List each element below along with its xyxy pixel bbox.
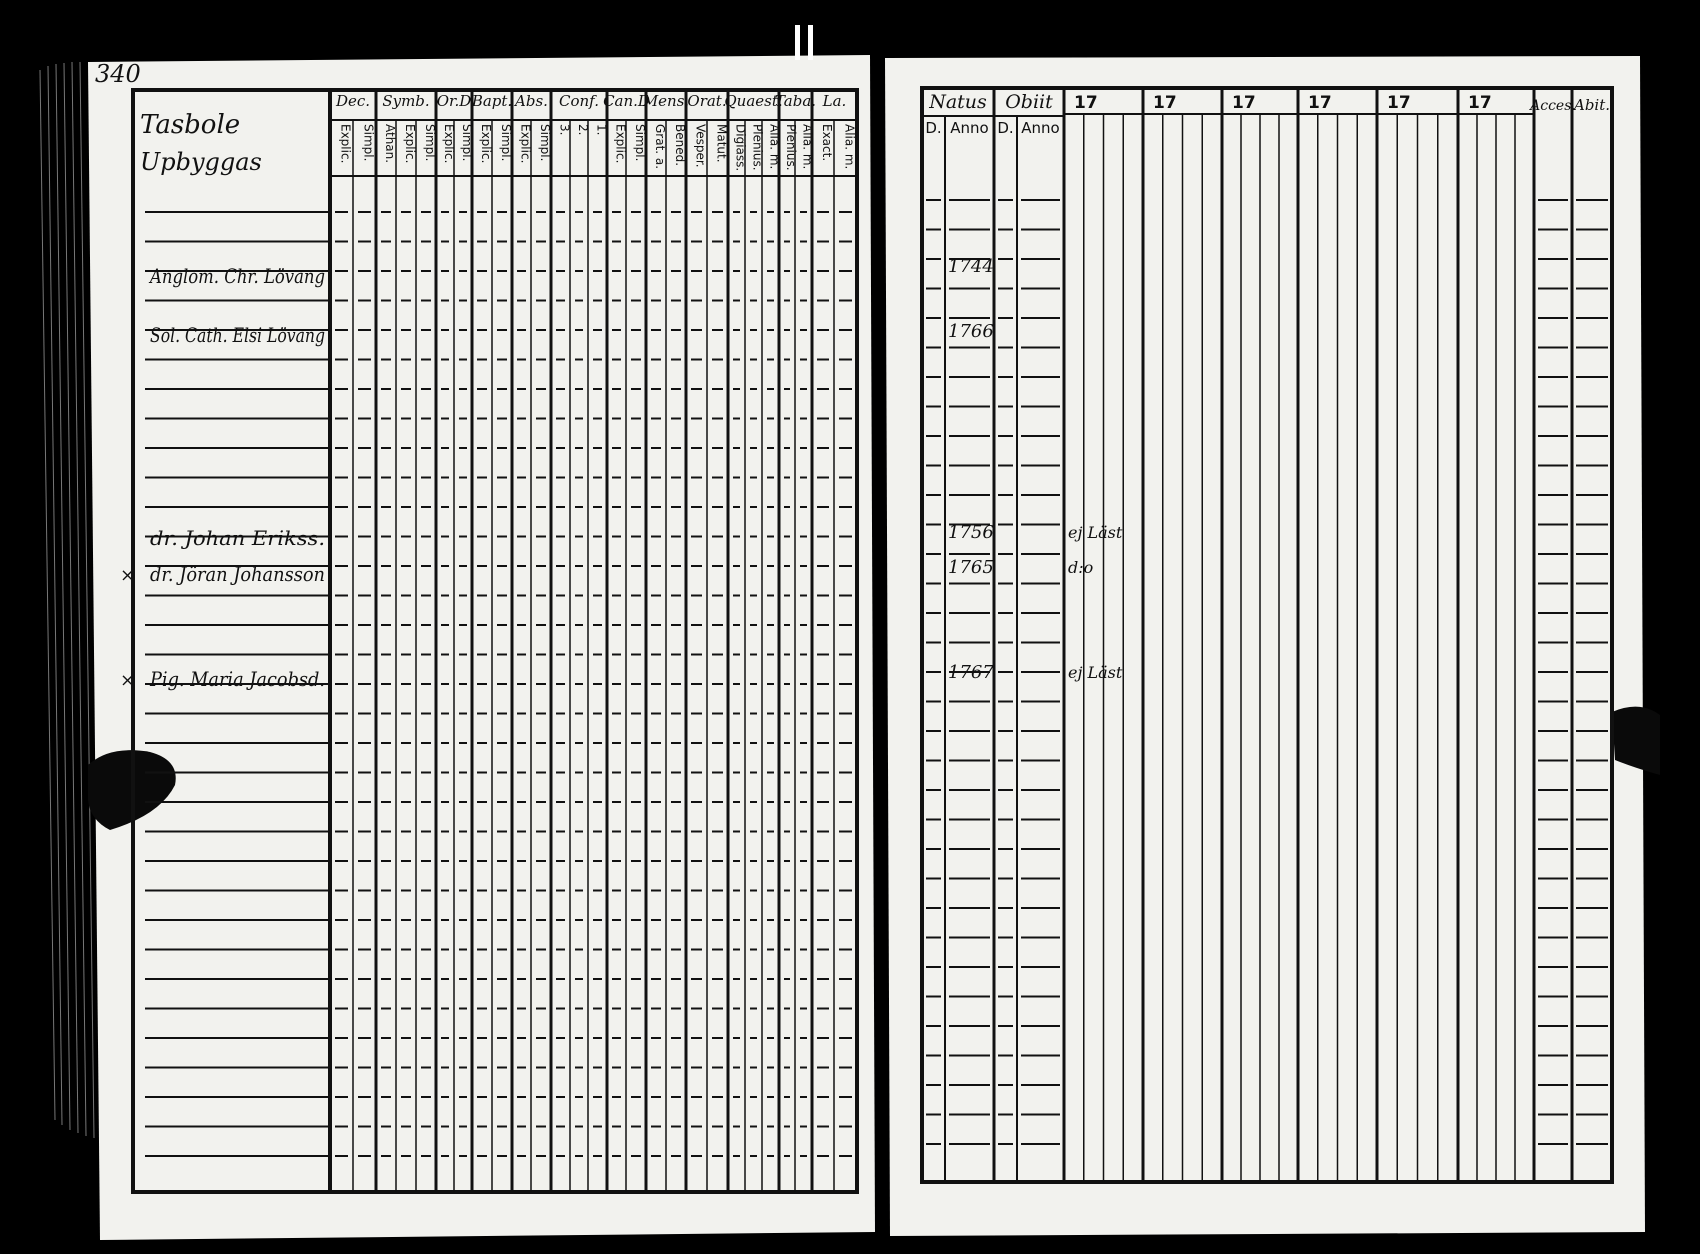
column-subhead: Plenius.	[784, 124, 798, 171]
column-head: Quaest.	[724, 92, 783, 110]
natus-year: 1756	[948, 522, 994, 543]
natus-year: 1765	[948, 557, 994, 578]
column-subhead: Explic.	[403, 124, 417, 164]
page-number: 340	[95, 60, 141, 88]
column-subhead: Simpl.	[460, 124, 474, 162]
entry-name: dr. Johan Erikss.	[150, 526, 325, 550]
column-head: La.	[822, 92, 847, 110]
column-subhead: 3.	[557, 124, 572, 136]
section-subtitle: Upbyggas	[140, 148, 262, 176]
column-subhead: Simpl.	[633, 124, 647, 162]
binding-clip	[808, 25, 813, 60]
column-head: Abs.	[515, 92, 548, 110]
column-subhead: Digiass.	[733, 124, 748, 172]
column-head: Taba.	[774, 92, 817, 110]
entry-note: d:o	[1068, 558, 1094, 577]
natus-sub-day: D.	[925, 119, 942, 137]
column-head: Orat.	[687, 92, 727, 110]
column-subhead: Simpl.	[423, 124, 437, 162]
natus-head: Natus	[929, 91, 987, 113]
year-column-head: 17	[1308, 93, 1332, 113]
natus-year: 1766	[948, 321, 994, 342]
column-subhead: Bened.	[673, 124, 687, 167]
year-column-head: 17	[1074, 93, 1098, 113]
column-subhead: Simpl.	[499, 124, 513, 162]
column-head: Can.D	[603, 92, 650, 110]
column-head: Symb.	[382, 92, 430, 110]
entry-name: Pig. Maria Jacobsd.	[149, 667, 325, 691]
column-subhead: Plenius.	[750, 124, 765, 171]
column-subhead: Athan.	[383, 124, 397, 164]
year-column-head: 17	[1387, 93, 1411, 113]
natus-year: 1767	[948, 662, 994, 683]
entry-note: ej Läst	[1068, 663, 1123, 682]
section-title: Tasbole	[140, 110, 241, 140]
abit-head: Abit.	[1573, 96, 1611, 114]
column-subhead: Simpl.	[361, 124, 376, 162]
entry-marker: ×	[120, 565, 136, 586]
acces-head: Acces.	[1530, 98, 1576, 114]
obiit-sub-anno: Anno	[1021, 119, 1060, 137]
column-subhead: Alia. m.	[767, 124, 782, 170]
column-subhead: Exact.	[820, 124, 834, 162]
year-column-head: 17	[1153, 93, 1177, 113]
year-column-head: 17	[1468, 93, 1492, 113]
column-subhead: Explic.	[518, 124, 533, 164]
column-subhead: Matut.	[714, 124, 729, 163]
column-subhead: 1.	[594, 124, 609, 136]
column-head: Dec.	[335, 92, 371, 110]
column-subhead: Alia. m.	[842, 124, 857, 170]
obiit-sub-day: D.	[997, 119, 1014, 137]
column-subhead: Alia. m.	[800, 124, 815, 170]
column-subhead: Grat. a.	[653, 124, 667, 170]
entry-marker: ×	[120, 670, 136, 691]
entry-name: dr. Jöran Johansson	[150, 562, 325, 586]
column-subhead: Explic.	[479, 124, 493, 164]
natus-sub-anno: Anno	[950, 119, 989, 137]
column-head: Conf.	[559, 92, 599, 110]
natus-year: 1744	[948, 256, 994, 277]
column-subhead: 2.	[576, 124, 590, 136]
left-page	[88, 55, 875, 1240]
column-subhead: Explic.	[338, 124, 353, 164]
entry-name: Sol. Cath. Elsi Lövang	[150, 323, 325, 347]
column-head: Bapt.	[471, 92, 513, 110]
column-subhead: Explic.	[613, 124, 628, 164]
column-subhead: Explic.	[442, 124, 456, 164]
entry-name: Anglom. Chr. Lövang	[148, 264, 325, 288]
column-subhead: Vesper.	[693, 124, 708, 168]
column-subhead: Simpl.	[538, 124, 552, 162]
column-head: Mens.	[642, 92, 690, 110]
binding-clip	[795, 25, 800, 60]
entry-note: ej Läst	[1068, 523, 1123, 542]
column-head: Or.D	[436, 92, 472, 110]
year-column-head: 17	[1232, 93, 1256, 113]
obiit-head: Obiit	[1005, 91, 1053, 113]
right-page	[885, 56, 1645, 1236]
